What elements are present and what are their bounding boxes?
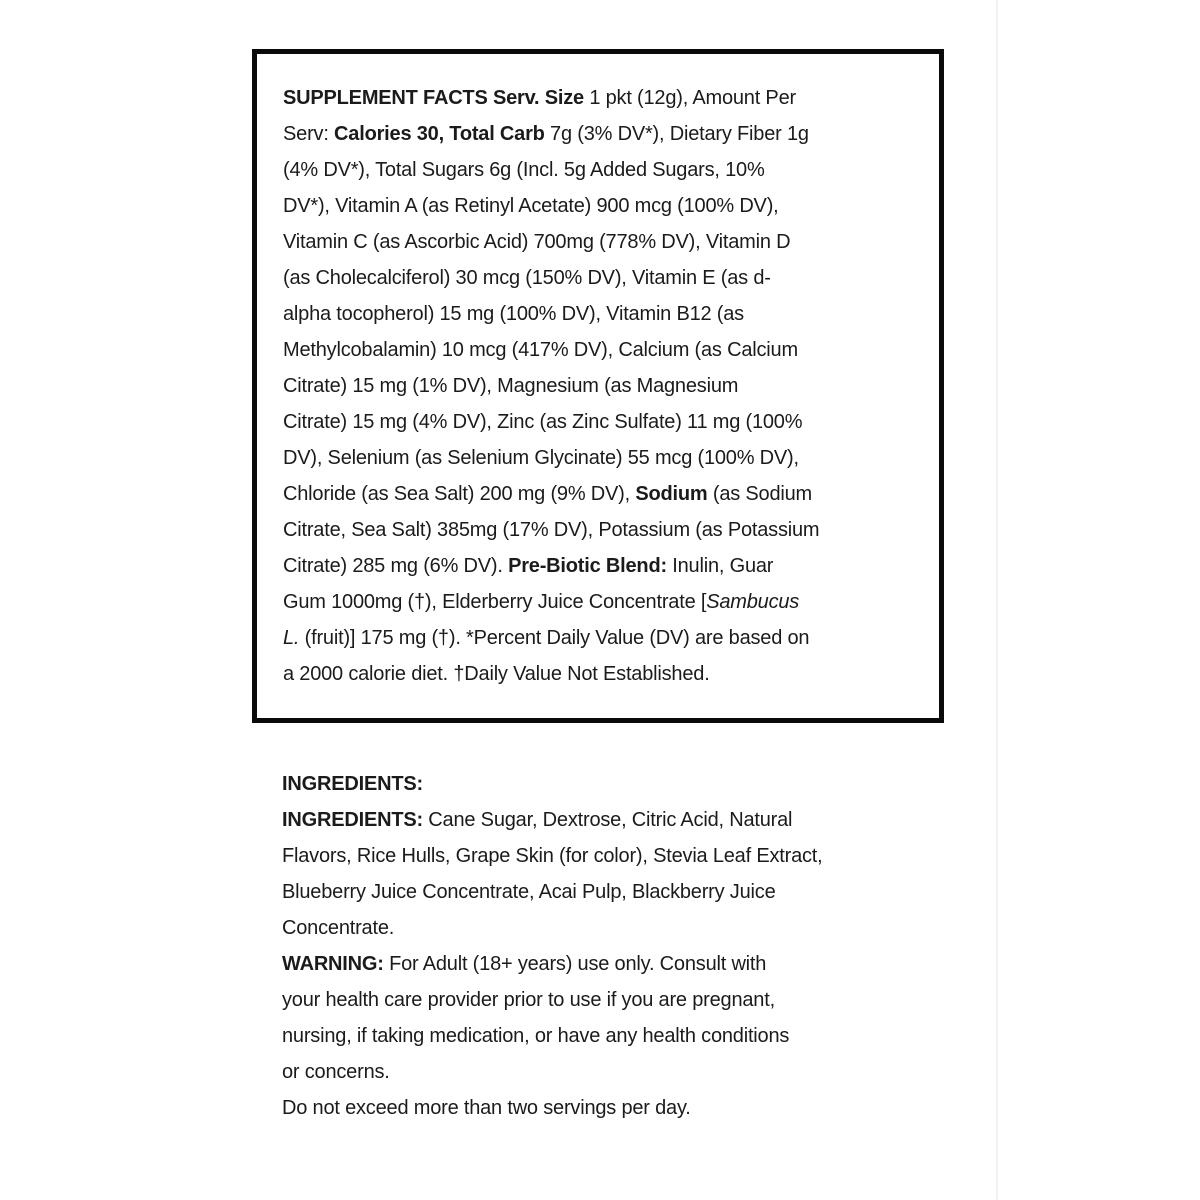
text-line: Chloride (as Sea Salt) 200 mg (9% DV), Sodium (as Sodium xyxy=(283,483,813,505)
warning-text xyxy=(282,946,942,1126)
text-line: Serv: Calories 30, Total Carb 7g (3% DV*), Dietary Fiber 1g xyxy=(283,123,809,145)
text-line: or concerns. xyxy=(282,1061,390,1083)
text-line: (4% DV*), Total Sugars 6g (Incl. 5g Added Sugars, 10% xyxy=(283,159,765,181)
text-line: Methylcobalamin) 10 mcg (417% DV), Calcium (as Calcium xyxy=(283,339,798,361)
text-line: alpha tocopherol) 15 mg (100% DV), Vitamin B12 (as xyxy=(283,303,744,325)
text-line: Citrate) 15 mg (1% DV), Magnesium (as Magnesium xyxy=(283,375,739,397)
text-line: WARNING: For Adult (18+ years) use only. Consult with xyxy=(282,953,767,975)
text-line: Citrate) 285 mg (6% DV). Pre-Biotic Blend: Inulin, Guar xyxy=(283,555,774,577)
text-line: (as Cholecalciferol) 30 mcg (150% DV), Vitamin E (as d- xyxy=(283,267,771,289)
supplement-facts-panel xyxy=(252,49,944,723)
text-line: DV*), Vitamin A (as Retinyl Acetate) 900 mcg (100% DV), xyxy=(283,195,779,217)
text-line: L. (fruit)] 175 mg (†). *Percent Daily Value (DV) are based on xyxy=(283,627,810,649)
text-line: Vitamin C (as Ascorbic Acid) 700mg (778% DV), Vitamin D xyxy=(283,231,791,253)
text-line: Citrate, Sea Salt) 385mg (17% DV), Potassium (as Potassium xyxy=(283,519,820,541)
text-line: Gum 1000mg (†), Elderberry Juice Concentrate [Sambucus xyxy=(283,591,800,613)
page-edge-divider xyxy=(996,0,998,1200)
text-line: INGREDIENTS: Cane Sugar, Dextrose, Citric Acid, Natural xyxy=(282,809,793,831)
text-line: DV), Selenium (as Selenium Glycinate) 55 mcg (100% DV), xyxy=(283,447,799,469)
text-line: Do not exceed more than two servings per day. xyxy=(282,1097,691,1119)
text-line: SUPPLEMENT FACTS Serv. Size 1 pkt (12g), Amount Per xyxy=(283,87,796,109)
text-line: Citrate) 15 mg (4% DV), Zinc (as Zinc Sulfate) 11 mg (100% xyxy=(283,411,803,433)
text-line: a 2000 calorie diet. †Daily Value Not Established. xyxy=(283,663,710,685)
text-line: nursing, if taking medication, or have any health conditions xyxy=(282,1025,790,1047)
label-lower-section xyxy=(282,766,942,1126)
ingredients-text xyxy=(282,766,942,946)
supplement-facts-text xyxy=(283,80,919,692)
text-line: Blueberry Juice Concentrate, Acai Pulp, Blackberry Juice xyxy=(282,881,776,903)
text-line: Concentrate. xyxy=(282,917,395,939)
text-line: INGREDIENTS: xyxy=(282,773,423,795)
text-line: your health care provider prior to use if you are pregnant, xyxy=(282,989,775,1011)
text-line: Flavors, Rice Hulls, Grape Skin (for color), Stevia Leaf Extract, xyxy=(282,845,823,867)
